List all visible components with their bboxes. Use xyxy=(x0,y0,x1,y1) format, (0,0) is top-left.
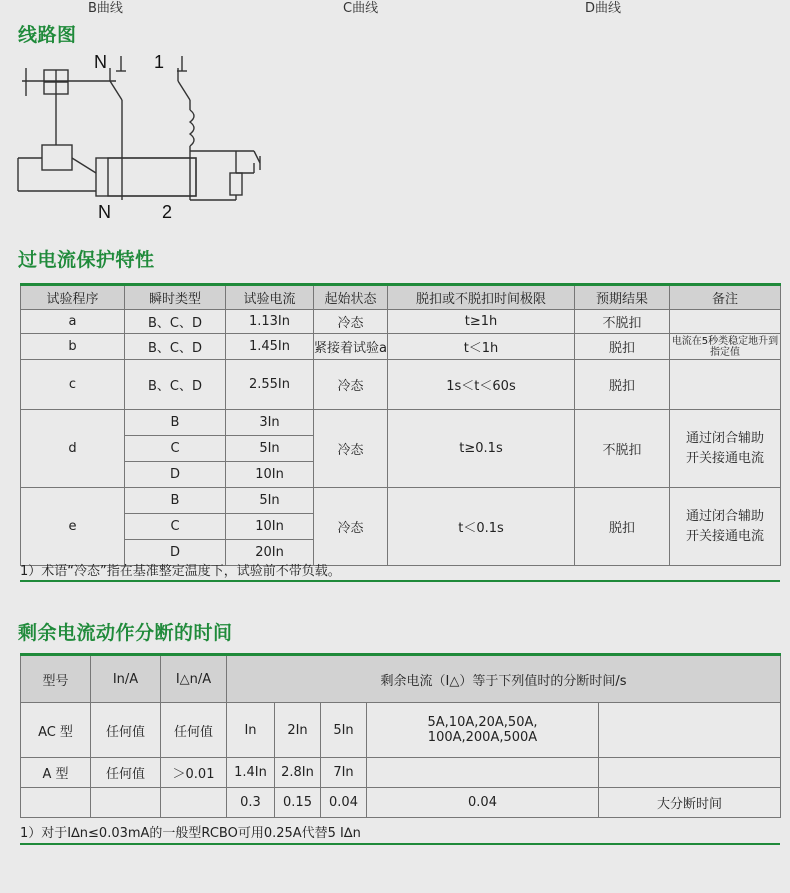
cell-current: 20In xyxy=(226,540,314,566)
curve-label-c: C曲线 xyxy=(343,1,379,16)
ct-box xyxy=(96,158,196,196)
cell-c4 xyxy=(367,703,599,758)
header-break-time: 剩余电流（I△）等于下列值时的分断时间/s xyxy=(227,655,781,703)
cell-type: D xyxy=(125,540,226,566)
table-row xyxy=(21,360,781,410)
overcurrent-table xyxy=(20,283,781,566)
diagram-title: 线路图 xyxy=(18,24,77,46)
table-row xyxy=(21,310,781,334)
relay-box xyxy=(42,145,72,170)
cell-state: 冷态 xyxy=(314,488,388,566)
cell-c4 xyxy=(367,758,599,788)
cell-type: C xyxy=(125,514,226,540)
cell-type: B、C、D xyxy=(125,334,226,360)
pole1-coil xyxy=(190,110,194,146)
header-expected-result: 预期结果 xyxy=(575,285,670,310)
cell-c5 xyxy=(599,703,781,758)
cell-proc: d xyxy=(21,410,125,488)
table-row xyxy=(21,488,781,514)
cell-state: 冷态 xyxy=(314,360,388,410)
cell-model xyxy=(21,788,91,818)
header-initial-state: 起始状态 xyxy=(314,285,388,310)
cell-c4-line2: 100A,200A,500A xyxy=(427,730,538,745)
cell-model: A 型 xyxy=(21,758,91,788)
pole1-switch-contact xyxy=(178,81,190,100)
relay-right-lead xyxy=(72,158,96,173)
cell-idn: 任何值 xyxy=(161,703,227,758)
cell-note: 通过闭合辅助开关接通电流 xyxy=(670,488,781,566)
cell-proc: c xyxy=(21,360,125,410)
cell-in: 任何值 xyxy=(91,758,161,788)
overcurrent-header-row xyxy=(21,285,781,310)
cell-note: 电流在5秒类稳定地升到指定值 xyxy=(670,334,781,360)
cell-c1: 0.3 xyxy=(227,788,275,818)
cell-note: 通过闭合辅助开关接通电流 xyxy=(670,410,781,488)
cell-current: 5In xyxy=(226,436,314,462)
cell-time: 1s＜t＜60s xyxy=(388,360,575,410)
cell-note xyxy=(670,310,781,334)
cell-result: 脱扣 xyxy=(575,360,670,410)
test-switch xyxy=(254,151,260,163)
cell-type: B xyxy=(125,410,226,436)
cell-idn xyxy=(161,788,227,818)
header-remarks: 备注 xyxy=(670,285,781,310)
cell-idn: ＞0.01 xyxy=(161,758,227,788)
diagram-label-2-bottom: 2 xyxy=(162,202,173,222)
cell-type: B xyxy=(125,488,226,514)
residual-footnote: 1）对于I∆n≤0.03mA的一般型RCBO可用0.25A代替5 I∆n xyxy=(20,826,361,841)
header-test-current: 试验电流 xyxy=(226,285,314,310)
cell-c4-line1: 5A,10A,20A,50A, xyxy=(427,715,538,730)
cell-result: 脱扣 xyxy=(575,334,670,360)
cell-c1: In xyxy=(227,703,275,758)
curve-label-d: D曲线 xyxy=(585,1,622,16)
table-row xyxy=(21,703,781,758)
cell-current: 10In xyxy=(226,514,314,540)
header-test-procedure: 试验程序 xyxy=(21,285,125,310)
cell-note xyxy=(670,360,781,410)
cell-c3: 0.04 xyxy=(321,788,367,818)
cell-current: 3In xyxy=(226,410,314,436)
cell-c3: 7In xyxy=(321,758,367,788)
cell-in xyxy=(91,788,161,818)
table-row xyxy=(21,410,781,436)
cell-current: 1.13In xyxy=(226,310,314,334)
cell-current: 1.45In xyxy=(226,334,314,360)
curve-label-b: B曲线 xyxy=(88,1,123,16)
residual-table xyxy=(20,653,781,818)
cell-proc: a xyxy=(21,310,125,334)
cell-current: 10In xyxy=(226,462,314,488)
header-idn: I△n/A xyxy=(161,655,227,703)
ct-inner xyxy=(108,158,196,196)
cell-current: 5In xyxy=(226,488,314,514)
cell-state: 冷态 xyxy=(314,410,388,488)
residual-header-row xyxy=(21,655,781,703)
cell-time: t≥0.1s xyxy=(388,410,575,488)
cell-c2: 2.8In xyxy=(275,758,321,788)
cell-c2: 0.15 xyxy=(275,788,321,818)
cell-c4: 0.04 xyxy=(367,788,599,818)
cell-result: 不脱扣 xyxy=(575,310,670,334)
cell-current: 2.55In xyxy=(226,360,314,410)
cell-type: B、C、D xyxy=(125,360,226,410)
cell-result: 不脱扣 xyxy=(575,410,670,488)
cell-result: 脱扣 xyxy=(575,488,670,566)
cell-c2: 2In xyxy=(275,703,321,758)
table-row xyxy=(21,334,781,360)
cell-type: C xyxy=(125,436,226,462)
cell-model: AC 型 xyxy=(21,703,91,758)
diagram-label-n-top: N xyxy=(94,52,107,72)
overcurrent-title: 过电流保护特性 xyxy=(18,249,155,271)
diagram-label-1-top: 1 xyxy=(154,52,165,72)
divider-line xyxy=(20,580,780,582)
table-row xyxy=(21,758,781,788)
cell-time: t＜1h xyxy=(388,334,575,360)
cell-proc: e xyxy=(21,488,125,566)
cell-time: t＜0.1s xyxy=(388,488,575,566)
cell-type: D xyxy=(125,462,226,488)
cell-proc: b xyxy=(21,334,125,360)
residual-title: 剩余电流动作分断的时间 xyxy=(18,622,233,644)
circuit-diagram xyxy=(14,48,274,223)
header-in: In/A xyxy=(91,655,161,703)
cell-time: t≥1h xyxy=(388,310,575,334)
cell-c5: 大分断时间 xyxy=(599,788,781,818)
header-instant-type: 瞬时类型 xyxy=(125,285,226,310)
header-time-limit: 脱扣或不脱扣时间极限 xyxy=(388,285,575,310)
cell-in: 任何值 xyxy=(91,703,161,758)
test-resistor xyxy=(230,173,242,195)
table-row xyxy=(21,788,781,818)
cell-state: 冷态 xyxy=(314,310,388,334)
cell-state: 紧接着试验a xyxy=(314,334,388,360)
diagram-label-n-bottom: N xyxy=(98,202,111,222)
cell-c5 xyxy=(599,758,781,788)
cell-c3: 5In xyxy=(321,703,367,758)
cell-type: B、C、D xyxy=(125,310,226,334)
overcurrent-footnote: 1）术语“冷态”指在基准整定温度下，试验前不带负载。 xyxy=(20,564,341,579)
header-model: 型号 xyxy=(21,655,91,703)
divider-line-bottom xyxy=(20,843,780,845)
n-switch-contact xyxy=(110,81,122,100)
cell-c1: 1.4In xyxy=(227,758,275,788)
